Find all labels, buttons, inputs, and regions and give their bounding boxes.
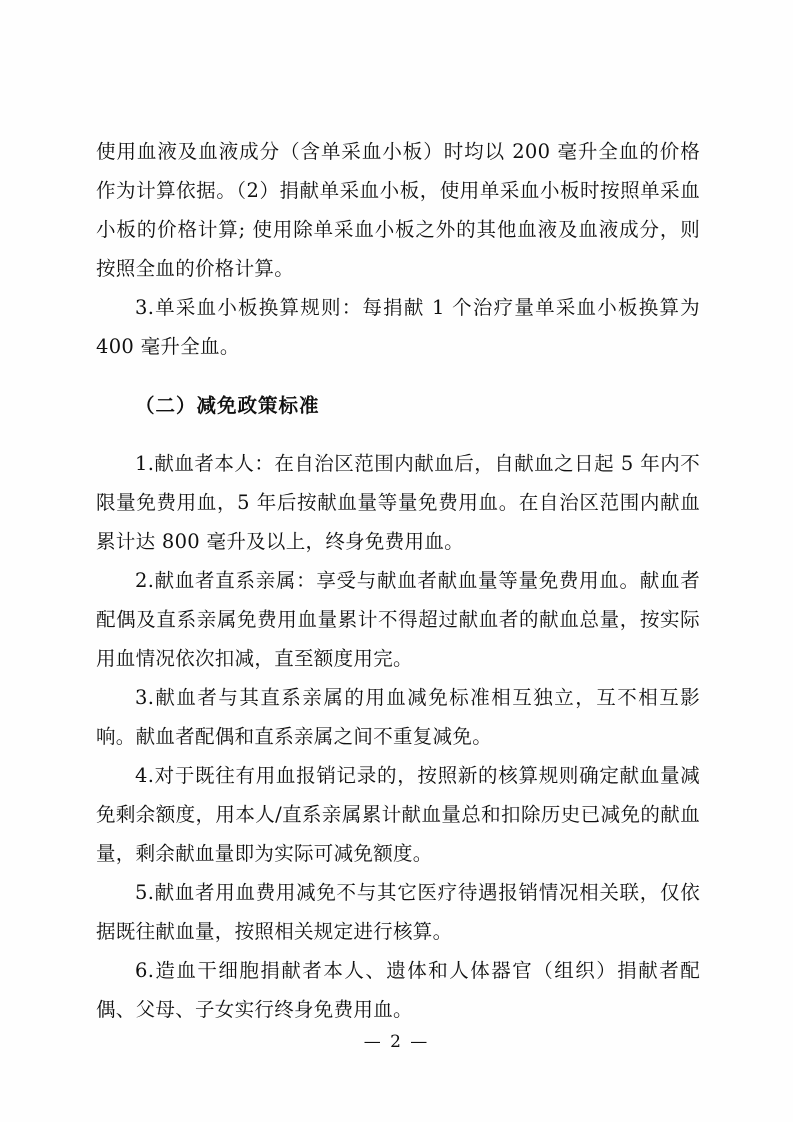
paragraph-platelet-conversion: 3.单采血小板换算规则：每捐献 1 个治疗量单采血小板换算为 400 毫升全血。 — [96, 296, 700, 358]
paragraph-donor-self: 1.献血者本人：在自治区范围内献血后，自献血之日起 5 年内不限量免费用血，5 年后按献血量等量免费用血。在自治区范围内献血累计达 800 毫升及以上，终身免费用血。 — [96, 452, 700, 553]
paragraph-independent-standards: 3.献血者与其直系亲属的用血减免标准相互独立，互不相互影响。献血者配偶和直系亲属之间不重复减免。 — [96, 686, 700, 748]
document-body — [96, 132, 700, 1029]
paragraph-continuation: 使用血液及血液成分（含单采血小板）时均以 200 毫升全血的价格作为计算依据。（2）捐献单采血小板，使用单采血小板时按照单采血小板的价格计算; 使用除单采血小板之外的其他血液及血液成分，则按照全血的价格计算。 — [96, 140, 700, 280]
paragraph-past-reimbursement: 4.对于既往有用血报销记录的，按照新的核算规则确定献血量减免剩余额度，用本人/直系亲属累计献血量总和扣除历史已减免的献血量，剩余献血量即为实际可减免额度。 — [96, 764, 700, 865]
paragraph-not-linked-medical: 5.献血者用血费用减免不与其它医疗待遇报销情况相关联，仅依据既往献血量，按照相关规定进行核算。 — [96, 881, 700, 943]
section-heading-reduction-policy: （二）减免政策标准 — [135, 393, 320, 417]
paragraph-donor-relatives: 2.献血者直系亲属：享受与献血者献血量等量免费用血。献血者配偶及直系亲属免费用血量累计不得超过献血者的献血总量，按实际用血情况依次扣减，直至额度用完。 — [96, 569, 700, 670]
page-number-footer: — 2 — — [363, 1032, 430, 1052]
paragraph-stem-cell-donors: 6.造血干细胞捐献者本人、遗体和人体器官（组织）捐献者配偶、父母、子女实行终身免费用血。 — [96, 959, 700, 1021]
